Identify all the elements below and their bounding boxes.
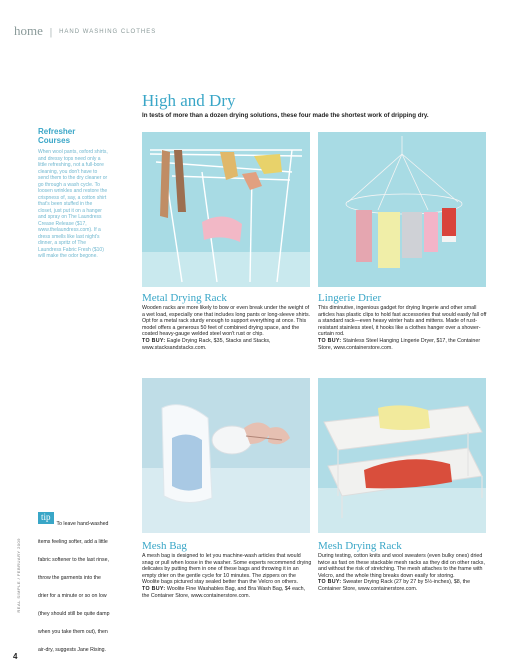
mesh-drying-rack-illustration [318,378,486,533]
lingerie-drier-illustration [318,132,486,287]
buy-details: Woolite Fine Washables Bag, and Bra Wash Bag, $4 each, the Container Store, www.containerstore.com. [142,585,306,599]
product-description: This diminutive, ingenious gadget for drying lingerie and other small articles has plastic clips to hold fast accessories that would easily fall off a standard rack—even heavy winter hats and mittens. Made of rust-resistant stainless steel, it hooks like a clothes hanger over a shower-curtain rod. [318,305,487,338]
sidebar-body: When wool pants, oxford shirts, and dressy tops need only a little refreshing, not a full-bore cleaning, you don't have to send them to the dry cleaner or go through a wash cycle. To loosen wrinkles and restore the crispness of, say, a cotton shirt that's been stuffed in the closet, just put it on a hanger and spray on The Laundress Crease Release ($17, www.thelaundress.com). If a dress smells like last night's dinner, a spritz of The Laundress Fabric Fresh ($10) will make the odor begone. [38,149,108,259]
tip-text: To leave hand-washed items feeling softer, add a little fabric softener to the last rinse, throw the garments into the drier for a minute or so on low (they should still be quite damp when you take them out), then air-dry, suggests Jane Rising. [38,521,110,653]
product-title: Lingerie Drier [318,292,382,304]
buy-label: TO BUY: [142,585,166,592]
spine-text: REAL SIMPLE / FEBRUARY 2009 [16,538,21,613]
buy-label: TO BUY: [318,579,342,586]
page-title: High and Dry [142,91,236,110]
product-description: Wooden racks are more likely to bow or even break under the weight of a wet load, especially one that includes long pants or long-sleeve shirts. Opt for a metal rack sturdy enough to support everything at once. This model offers a generous 50 feet of combined drying space, and the coated heavy-gauge welded steel won't rust or chip. [142,305,311,338]
mesh-bag-illustration [142,378,310,533]
header-separator: | [49,26,53,38]
product-title: Mesh Drying Rack [318,540,402,552]
tip-box [38,512,110,656]
product-buy-info [318,338,488,351]
mesh-bag-photo [142,378,310,533]
metal-drying-rack-illustration [142,132,310,287]
buy-label: TO BUY: [142,337,166,344]
product-title: Mesh Bag [142,540,187,552]
buy-label: TO BUY: [318,337,342,344]
product-caption-lingerie-drier [318,292,488,351]
tip-badge: tip [38,512,54,524]
product-buy-info [142,338,312,351]
product-description: A mesh bag is designed to let you machine-wash articles that would snag or pull when loose in the washer. Some experts recommend drying delicates by putting them in one of these bags and throwing it in an empty drier on the gentle cycle for 10 minutes. The zippers on the Woolite bags pictured stay sealed better than the Velcro on others. [142,553,312,586]
product-caption-mesh-bag [142,540,312,599]
section-subtitle: HAND WASHING CLOTHES [59,29,157,35]
buy-details: Sweater Drying Rack (27 by 27 by 5½-inches), $8, the Container Store, www.containerstore.com. [318,579,471,592]
page-number: 4 [13,652,18,661]
product-buy-info [142,586,312,599]
product-title: Metal Drying Rack [142,292,227,304]
metal-drying-rack-photo [142,132,310,287]
buy-details: Stainless Steel Hanging Lingerie Dryer, $17, the Container Store, www.containerstore.com. [318,337,481,351]
section-name: home [14,23,43,38]
intro-text: In tests of more than a dozen drying solutions, these four made the shortest work of dripping dry. [142,112,429,119]
product-caption-mesh-drying-rack [318,540,488,593]
lingerie-drier-photo [318,132,486,287]
product-description: During testing, cotton knits and wool sweaters (even bulky ones) dried twice as fast on these stackable mesh racks as they did on other racks, and without the risk of stretching. The mesh attaches to the frame with Velcro, and the whole thing breaks down easily for storing. [318,553,485,579]
sidebar-title: Refresher Courses [38,127,76,145]
product-caption-metal-drying-rack [142,292,312,351]
buy-details: Eagle Drying Rack, $35, Stacks and Stacks, www.stacksandstacks.com. [142,337,271,351]
sidebar-refresher [38,127,108,260]
product-buy-info [318,579,488,592]
mesh-drying-rack-photo [318,378,486,533]
section-header [14,22,156,40]
